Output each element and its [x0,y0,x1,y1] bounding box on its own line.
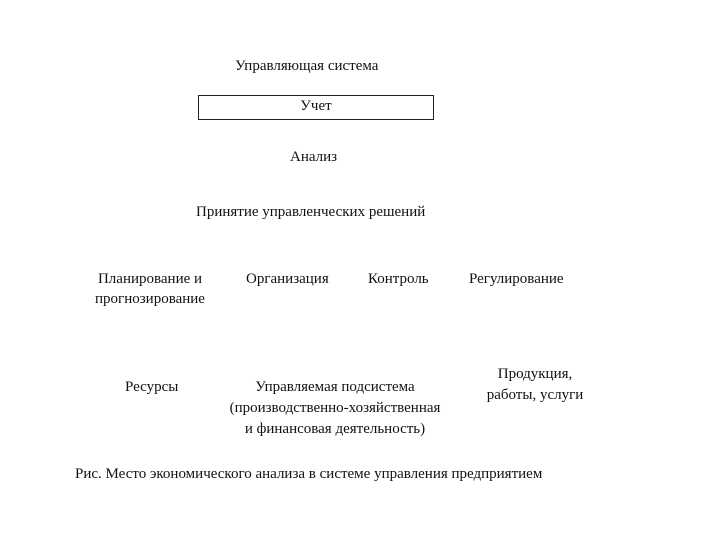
organization-label: Организация [246,271,329,287]
planning-label-line1: Планирование и [97,271,203,287]
products-line2: работы, услуги [486,387,584,403]
managed-subsystem-line3: и финансовая деятельность) [244,421,426,437]
figure-caption: Рис. Место экономического анализа в системе управления предприятием [75,466,543,482]
managing-system-label: Управляющая система [235,58,379,74]
control-label: Контроль [368,271,429,287]
products-line1: Продукция, [497,366,573,382]
managed-subsystem-line1: Управляемая подсистема [255,379,415,395]
analysis-label: Анализ [290,149,338,165]
planning-label-line2: прогнозирование [95,291,205,307]
decision-making-label: Принятие управленческих решений [196,204,426,220]
managed-subsystem-line2: (производственно-хозяйственная [229,400,441,416]
resources-label: Ресурсы [125,379,179,395]
regulation-label: Регулирование [469,271,564,287]
accounting-label: Учет [300,98,332,114]
